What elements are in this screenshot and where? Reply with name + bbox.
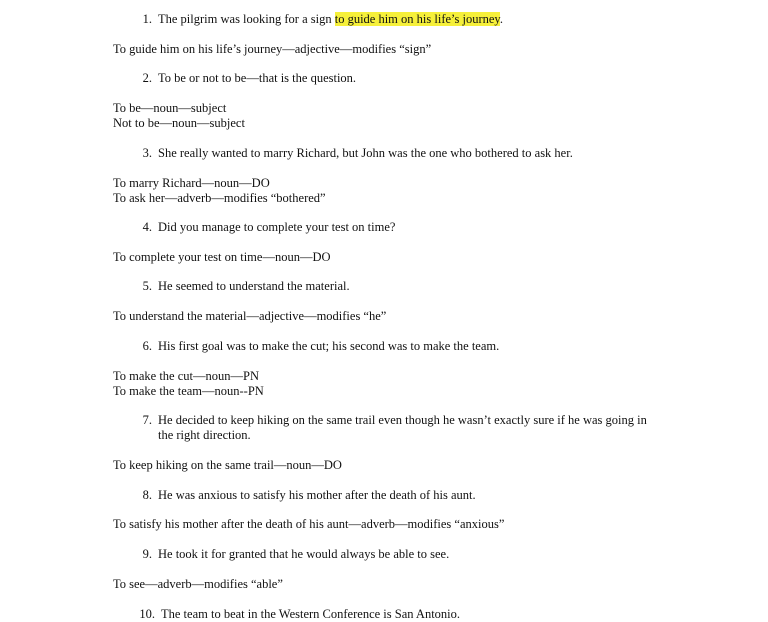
question-text: He seemed to understand the material. — [158, 279, 350, 293]
question-number: 8. — [142, 488, 152, 502]
answer-6-line-2: To make the team—noun--PN — [113, 384, 264, 398]
question-number: 10. — [139, 607, 155, 621]
question-number: 2. — [142, 71, 152, 85]
question-text: The team to beat in the Western Conference is San Antonio. — [161, 607, 461, 621]
question-number: 9. — [142, 547, 152, 561]
question-number: 1. — [142, 12, 152, 26]
question-number: 5. — [142, 279, 152, 293]
question-text-tail: . — [499, 12, 503, 26]
answer-3-line-2: To ask her—adverb—modifies “bothered” — [113, 191, 326, 205]
answer-8-line-1: To satisfy his mother after the death of his aunt—adverb—modifies “anxious” — [113, 517, 505, 531]
question-number: 3. — [142, 146, 152, 160]
question-text: Did you manage to complete your test on time? — [158, 220, 396, 234]
question-number: 6. — [142, 339, 152, 353]
answer-2-line-1: To be—noun—subject — [113, 101, 227, 115]
answer-5-line-1: To understand the material—adjective—modifies “he” — [113, 309, 387, 323]
answer-1-line-1: To guide him on his life’s journey—adjective—modifies “sign” — [113, 42, 432, 56]
question-number: 4. — [142, 220, 152, 234]
answer-7-line-1: To keep hiking on the same trail—noun—DO — [113, 458, 342, 472]
answer-3-line-1: To marry Richard—noun—DO — [113, 176, 270, 190]
question-text: He was anxious to satisfy his mother after the death of his aunt. — [158, 488, 476, 502]
question-text: His first goal was to make the cut; his second was to make the team. — [158, 339, 500, 353]
question-text — [158, 12, 648, 27]
answer-6-line-1: To make the cut—noun—PN — [113, 369, 259, 383]
answer-9-line-1: To see—adverb—modifies “able” — [113, 577, 283, 591]
question-text: He took it for granted that he would always be able to see. — [158, 547, 450, 561]
question-text: He decided to keep hiking on the same trail even though he wasn’t exactly sure if he was going in the right direction. — [158, 413, 647, 442]
question-text: To be or not to be—that is the question. — [158, 71, 357, 85]
question-text: She really wanted to marry Richard, but John was the one who bothered to ask her. — [158, 146, 573, 160]
question-number: 7. — [142, 413, 152, 427]
highlighted-phrase: to guide him on his life’s journey — [334, 12, 500, 26]
answer-2-line-2: Not to be—noun—subject — [113, 116, 245, 130]
answer-4-line-1: To complete your test on time—noun—DO — [113, 250, 331, 264]
question-text-lead: The pilgrim was looking for a sign — [158, 12, 335, 26]
